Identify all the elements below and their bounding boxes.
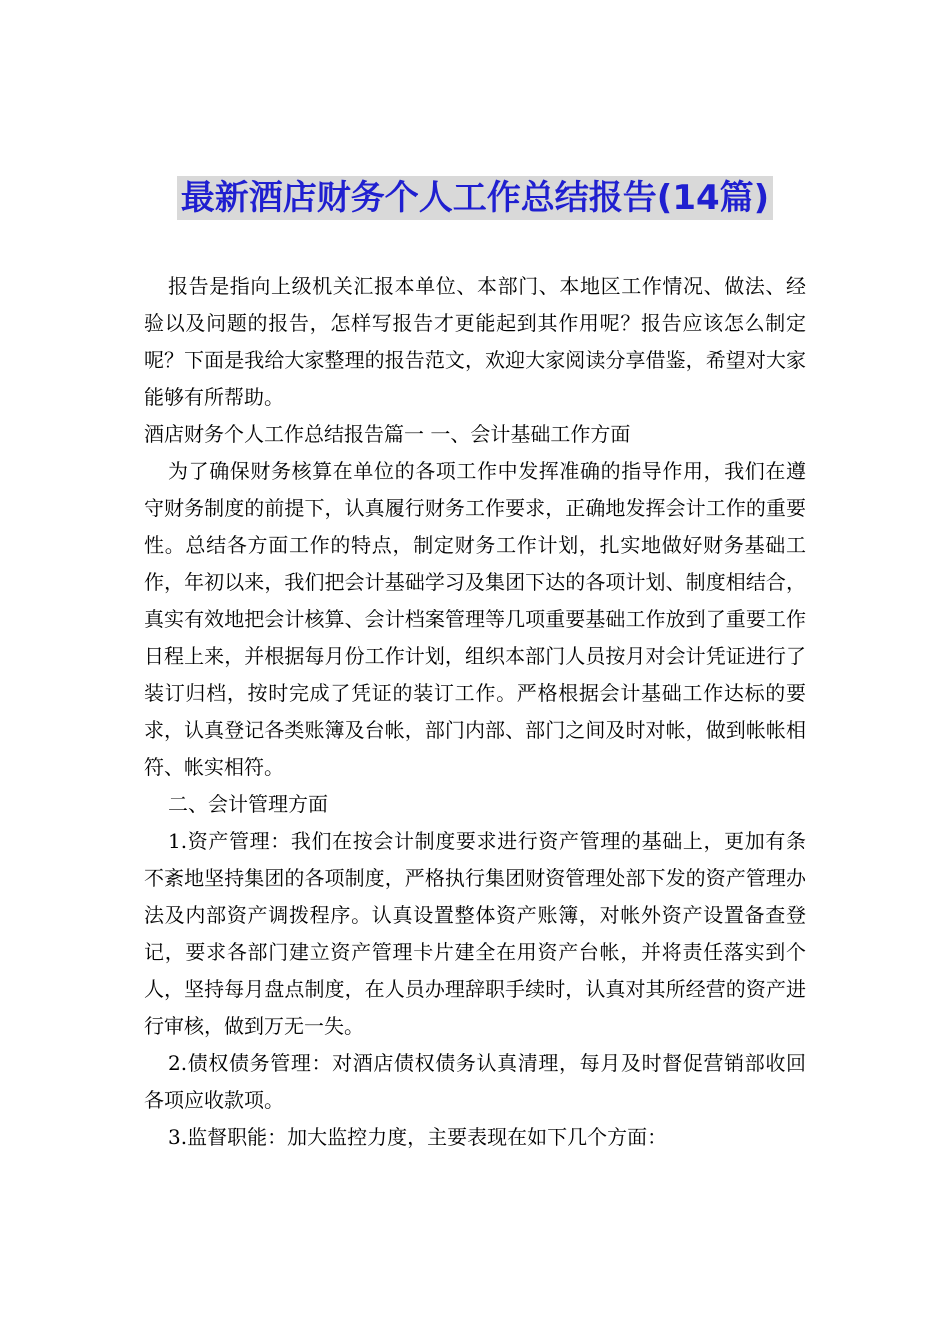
paragraph-management-heading: 二、会计管理方面 xyxy=(168,792,328,816)
document-body xyxy=(144,268,806,1156)
paragraph-intro: 报告是指向上级机关汇报本单位、本部门、本地区工作情况、做法、经验以及问题的报告，怎样写报告才更能起到其作用呢？报告应该怎么制定呢？下面是我给大家整理的报告范文，欢迎大家阅读分享借鉴，希望对大家能够有所帮助。 xyxy=(144,274,806,409)
document-title: 最新酒店财务个人工作总结报告(14篇) xyxy=(177,176,773,220)
paragraph-section-heading: 酒店财务个人工作总结报告篇一 一、会计基础工作方面 xyxy=(144,422,631,446)
paragraph-asset-management: 1.资产管理：我们在按会计制度要求进行资产管理的基础上，更加有条不紊地坚持集团的各项制度，严格执行集团财资管理处部下发的资产管理办法及内部资产调拨程序。认真设置整体资产账簿，对帐外资产设置备查登记，要求各部门建立资产管理卡片建全在用资产台帐，并将责任落实到个人，坚持每月盘点制度，在人员办理辞职手续时，认真对其所经营的资产进行审核，做到万无一失。 xyxy=(144,829,806,1038)
title-container xyxy=(0,176,950,220)
paragraph-debt-management: 2.债权债务管理：对酒店债权债务认真清理，每月及时督促营销部收回各项应收款项。 xyxy=(144,1051,806,1112)
paragraph-accounting-basics: 为了确保财务核算在单位的各项工作中发挥准确的指导作用，我们在遵守财务制度的前提下，认真履行财务工作要求，正确地发挥会计工作的重要性。总结各方面工作的特点，制定财务工作计划，扎实地做好财务基础工作，年初以来，我们把会计基础学习及集团下达的各项计划、制度相结合，真实有效地把会计核算、会计档案管理等几项重要基础工作放到了重要工作日程上来，并根据每月份工作计划，组织本部门人员按月对会计凭证进行了装订归档，按时完成了凭证的装订工作。严格根据会计基础工作达标的要求，认真登记各类账簿及台帐，部门内部、部门之间及时对帐，做到帐帐相符、帐实相符。 xyxy=(144,459,806,779)
paragraph-supervision: 3.监督职能：加大监控力度，主要表现在如下几个方面： xyxy=(168,1125,668,1149)
